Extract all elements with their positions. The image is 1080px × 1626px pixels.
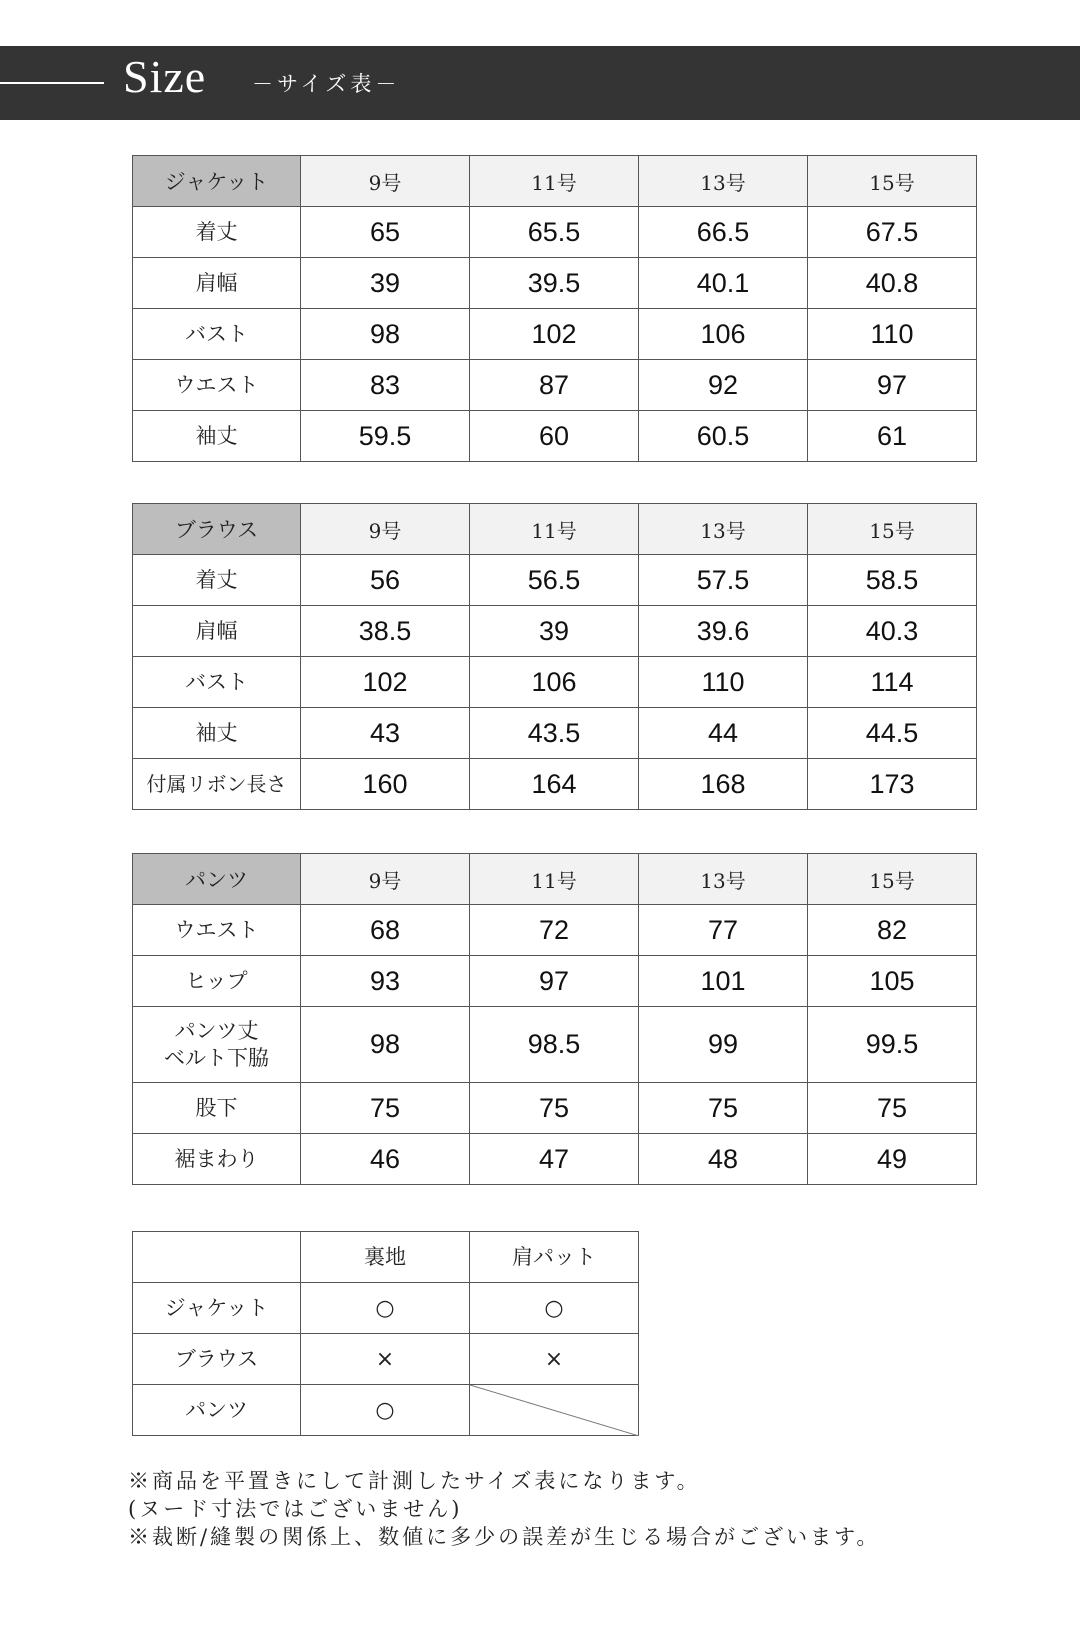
table-cell: 68 [301,905,470,956]
table-cell: 40.8 [808,258,977,309]
category-label: ブラウス [133,504,301,555]
row-label [133,1007,301,1083]
table-cell: 75 [470,1083,639,1134]
table-cell: 58.5 [808,555,977,606]
table-cell: 56.5 [470,555,639,606]
table-cell: 59.5 [301,411,470,462]
table-cell: 65.5 [470,207,639,258]
table-cell: 75 [808,1083,977,1134]
table-cell: 168 [639,759,808,810]
table-row [133,1385,639,1436]
size-header: 15号 [808,156,977,207]
table-cell: 39 [301,258,470,309]
table-cell: 72 [470,905,639,956]
row-label: ブラウス [133,1334,301,1385]
table-cell: 164 [470,759,639,810]
row-label: 袖丈 [133,411,301,462]
table-cell: 75 [639,1083,808,1134]
row-label: 股下 [133,1083,301,1134]
row-label: 裾まわり [133,1134,301,1185]
diagonal-slash [470,1385,639,1436]
table-cell: 106 [470,657,639,708]
table-row [133,759,977,810]
row-label: 着丈 [133,207,301,258]
table-cell: 46 [301,1134,470,1185]
table-cell: 99 [639,1007,808,1083]
row-label: バスト [133,657,301,708]
table-cell: 57.5 [639,555,808,606]
size-header: 9号 [301,504,470,555]
table-cell: 105 [808,956,977,1007]
table-cell: 110 [639,657,808,708]
table-cell: 102 [470,309,639,360]
table-row [133,411,977,462]
page-subtitle: －サイズ表－ [252,72,401,96]
table-cell: 99.5 [808,1007,977,1083]
table-cell: 48 [639,1134,808,1185]
row-label: ヒップ [133,956,301,1007]
table-cell: 114 [808,657,977,708]
header-banner [0,46,1080,120]
size-header: 11号 [470,854,639,905]
table-cell: 43.5 [470,708,639,759]
table-row [133,258,977,309]
not-applicable-cell [470,1385,639,1436]
table-cell: 56 [301,555,470,606]
table-header-row [133,504,977,555]
footnote-line: ※商品を平置きにして計測したサイズ表になります。 [128,1469,701,1493]
column-header: 裏地 [301,1232,470,1283]
size-header: 11号 [470,504,639,555]
table-cell: 39.5 [470,258,639,309]
row-label: 肩幅 [133,606,301,657]
table-cell: 60 [470,411,639,462]
table-cell: 173 [808,759,977,810]
table-cell: 83 [301,360,470,411]
size-header: 9号 [301,156,470,207]
table-cell: 44 [639,708,808,759]
table-row [133,708,977,759]
table-cell: 40.1 [639,258,808,309]
table-cell: 75 [301,1083,470,1134]
row-label-line2: ベルト下脇 [164,1045,269,1070]
table-cell: 160 [301,759,470,810]
row-label: 袖丈 [133,708,301,759]
table-cell: 66.5 [639,207,808,258]
table-cell: 60.5 [639,411,808,462]
table-cell: ○ [301,1385,470,1436]
row-label: ウエスト [133,360,301,411]
table-cell: 110 [808,309,977,360]
footnotes [128,1467,880,1551]
table-row [133,207,977,258]
features-table [132,1231,639,1436]
table-row [133,309,977,360]
table-cell: 67.5 [808,207,977,258]
row-label-line1: パンツ丈 [174,1018,259,1043]
table-cell: 97 [470,956,639,1007]
table-cell: 40.3 [808,606,977,657]
table-cell: 38.5 [301,606,470,657]
table-cell: 102 [301,657,470,708]
footnote-line: (ヌード寸法ではございません) [128,1497,463,1521]
table-header-row [133,156,977,207]
table-row [133,657,977,708]
table-row [133,956,977,1007]
table-cell: 82 [808,905,977,956]
row-label: 付属リボン長さ [133,759,301,810]
table-cell: 92 [639,360,808,411]
pants-size-table [132,853,977,1185]
size-header: 13号 [639,504,808,555]
table-cell: × [470,1334,639,1385]
category-label: パンツ [133,854,301,905]
table-row [133,1083,977,1134]
row-label: バスト [133,309,301,360]
row-label: 肩幅 [133,258,301,309]
table-cell: 87 [470,360,639,411]
table-header-row [133,1232,639,1283]
category-label: ジャケット [133,156,301,207]
table-cell: ○ [470,1283,639,1334]
table-cell: 97 [808,360,977,411]
row-label: ウエスト [133,905,301,956]
table-cell: 43 [301,708,470,759]
row-label: 着丈 [133,555,301,606]
table-cell: 47 [470,1134,639,1185]
table-cell: 98 [301,1007,470,1083]
size-header: 13号 [639,854,808,905]
row-label: パンツ [133,1385,301,1436]
table-cell: 101 [639,956,808,1007]
table-row [133,1007,977,1083]
table-cell: 61 [808,411,977,462]
column-header: 肩パット [470,1232,639,1283]
page-title: Size [123,51,207,102]
table-row [133,1334,639,1385]
table-cell: 98 [301,309,470,360]
table-row [133,905,977,956]
table-row [133,1283,639,1334]
table-header-row [133,854,977,905]
table-cell: 65 [301,207,470,258]
table-cell: 93 [301,956,470,1007]
banner-rule [0,82,104,84]
table-row [133,555,977,606]
table-cell: 44.5 [808,708,977,759]
empty-corner-cell [133,1232,301,1283]
size-header: 13号 [639,156,808,207]
table-row [133,360,977,411]
size-header: 15号 [808,854,977,905]
table-cell: 77 [639,905,808,956]
table-row [133,606,977,657]
row-label: ジャケット [133,1283,301,1334]
jacket-size-table [132,155,977,462]
table-cell: × [301,1334,470,1385]
footnote-line: ※裁断/縫製の関係上、数値に多少の誤差が生じる場合がございます。 [128,1525,881,1549]
table-cell: ○ [301,1283,470,1334]
blouse-size-table [132,503,977,810]
table-row [133,1134,977,1185]
table-cell: 39 [470,606,639,657]
size-header: 9号 [301,854,470,905]
table-cell: 39.6 [639,606,808,657]
table-cell: 106 [639,309,808,360]
table-cell: 98.5 [470,1007,639,1083]
size-header: 15号 [808,504,977,555]
table-cell: 49 [808,1134,977,1185]
size-header: 11号 [470,156,639,207]
